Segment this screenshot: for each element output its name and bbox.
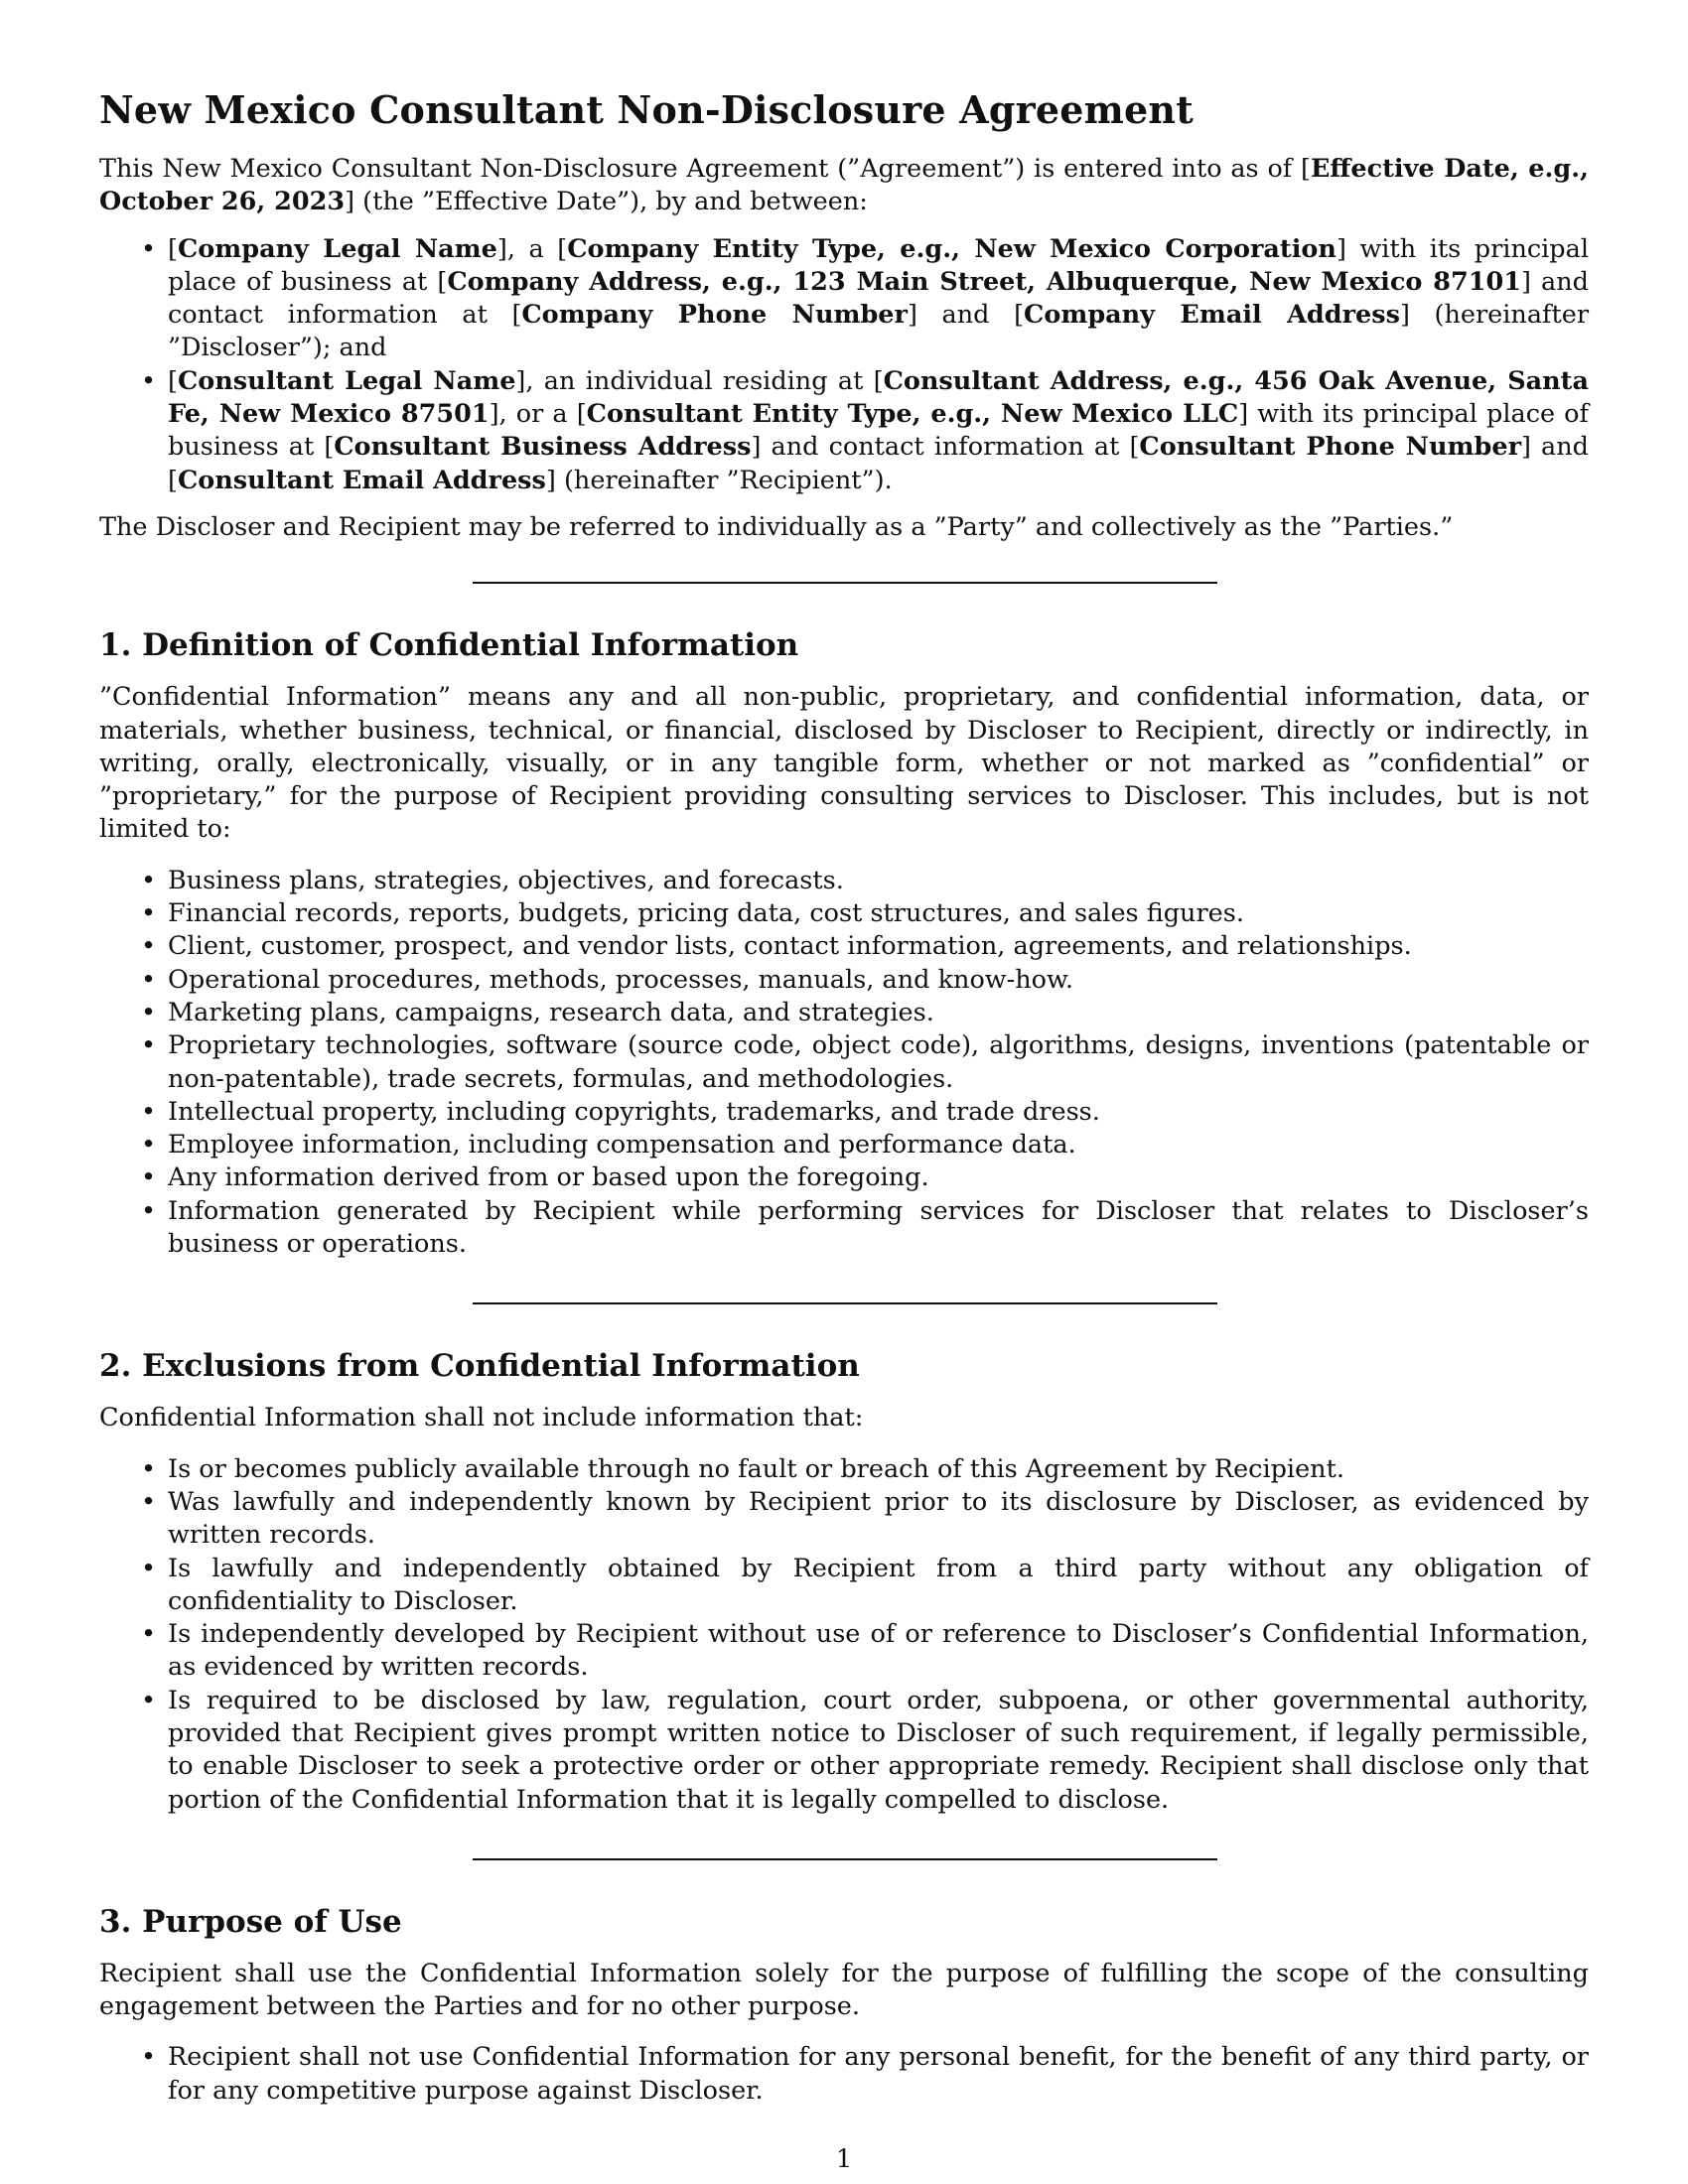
document-title: New Mexico Consultant Non-Disclosure Agreement [99, 87, 1194, 132]
list-item: • Is required to be disclosed by law, regulation, court order, subpoena, or other governmental authority, provided that Recipient gives prompt written notice to Discloser of such requirement, if legally permissible, to enable Discloser to seek a protective order or other appropriate remedy. Recipient shall disclose only that portion of the Confidential Information that it is legally compelled to disclose. [99, 1685, 1589, 1817]
intro-text-1: This New Mexico Consultant Non-Disclosure Agreement (”Agreement”) is entered into as of [ [99, 154, 1311, 184]
list-item: • Financial records, reports, budgets, pricing data, cost structures, and sales figures. [99, 897, 1589, 930]
party1-text: ] and contact information at [ [168, 266, 1589, 331]
page-number: 1 [835, 2144, 853, 2174]
section-list [99, 865, 1589, 1262]
consultant-entity-type-placeholder: Consultant Entity Type, e.g., New Mexico LLC [586, 399, 1239, 430]
party1-text: ] and [ [907, 300, 1025, 331]
party2-text: ], or a [ [489, 399, 587, 430]
consultant-email-placeholder: Consultant Email Address [177, 465, 546, 495]
section-heading: 2. Exclusions from Confidential Information [99, 1348, 860, 1385]
list-item: • Client, customer, prospect, and vendor lists, contact information, agreements, and relationships. [99, 930, 1589, 963]
section-list [99, 1453, 1589, 1817]
parties-definition-paragraph: The Discloser and Recipient may be referred to individually as a ”Party” and collectively as the ”Parties.” [99, 511, 1454, 542]
section-heading: 1. Definition of Confidential Information [99, 627, 799, 664]
list-item: • Is independently developed by Recipient without use of or reference to Discloser’s Confidential Information, as evidenced by written records. [99, 1618, 1589, 1685]
party2-text: [ [168, 365, 178, 396]
party2-text: ] (hereinafter ”Recipient”). [545, 465, 893, 495]
list-item: • Was lawfully and independently known by Recipient prior to its disclosure by Discloser, as evidenced by written records. [99, 1486, 1589, 1553]
party2-text: ] and contact information at [ [751, 432, 1140, 463]
consultant-phone-placeholder: Consultant Phone Number [1139, 432, 1522, 463]
list-item: • Operational procedures, methods, processes, manuals, and know-how. [99, 964, 1589, 997]
party1-text: ], a [ [496, 233, 568, 264]
party-recipient [99, 365, 1589, 497]
section-divider [473, 1302, 1217, 1304]
section-paragraph: Confidential Information shall not include information that: [99, 1403, 864, 1433]
section-paragraph: Recipient shall use the Confidential Information solely for the purpose of fulfilling the scope of the consulting engagement between the Parties and for no other purpose. [99, 1958, 1589, 2022]
intro-text-2: ] (the ”Effective Date”), by and between: [345, 187, 868, 217]
list-item: • Intellectual property, including copyrights, trademarks, and trade dress. [99, 1096, 1589, 1129]
list-item: • Business plans, strategies, objectives, and forecasts. [99, 865, 1589, 897]
list-item: • Is or becomes publicly available through no fault or breach of this Agreement by Recipient. [99, 1453, 1589, 1486]
company-email-placeholder: Company Email Address [1024, 300, 1400, 331]
section-divider [473, 582, 1217, 584]
party2-text: ], an individual residing at [ [515, 365, 884, 396]
consultant-legal-name-placeholder: Consultant Legal Name [177, 365, 516, 396]
party2-text: ] with its principal place of business at [ [168, 399, 1589, 463]
company-entity-type-placeholder: Company Entity Type, e.g., New Mexico Corporation [567, 233, 1336, 264]
company-phone-placeholder: Company Phone Number [521, 300, 908, 331]
intro-paragraph [99, 153, 1589, 219]
effective-date-placeholder: Effective Date, e.g., October 26, 2023 [99, 154, 1589, 217]
party-discloser [99, 233, 1589, 365]
consultant-business-address-placeholder: Consultant Business Address [334, 432, 752, 463]
party1-text: ] with its principal place of business at [ [168, 233, 1589, 297]
list-item: • Recipient shall not use Confidential Information for any personal benefit, for the benefit of any third party, or for any competitive purpose against Discloser. [99, 2041, 1589, 2108]
list-item: • Marketing plans, campaigns, research data, and strategies. [99, 997, 1589, 1029]
party2-text: ] and [ [168, 432, 1590, 495]
document-page [99, 85, 1589, 2108]
section-heading: 3. Purpose of Use [99, 1903, 402, 1940]
list-item: • Proprietary technologies, software (source code, object code), algorithms, designs, inventions (patentable or non-patentable), trade secrets, formulas, and methodologies. [99, 1029, 1589, 1096]
list-item: • Any information derived from or based upon the foregoing. [99, 1161, 1589, 1194]
party1-text: ] (hereinafter ”Discloser”); and [168, 300, 1590, 363]
consultant-address-placeholder: Consultant Address, e.g., 456 Oak Avenue, Santa Fe, New Mexico 87501 [168, 365, 1589, 430]
list-item: • Information generated by Recipient while performing services for Discloser that relates to Discloser’s business or operations. [99, 1195, 1589, 1262]
section-divider [473, 1858, 1217, 1860]
section-list [99, 2041, 1589, 2108]
parties-list [99, 233, 1589, 497]
company-legal-name-placeholder: Company Legal Name [177, 233, 497, 264]
section-paragraph: ”Confidential Information” means any and all non-public, proprietary, and confidential information, data, or materials, whether business, technical, or financial, disclosed by Discloser to Recipient, directly or indirectly, in writing, orally, electronically, visually, or in any tangible form, whether or not marked as ”confidential” or ”proprietary,” for the purpose of Recipient providing consulting services to Discloser. This includes, but is not limited to: [99, 682, 1589, 845]
company-address-placeholder: Company Address, e.g., 123 Main Street, Albuquerque, New Mexico 87101 [447, 266, 1521, 297]
party1-text: [ [168, 233, 178, 264]
list-item: • Employee information, including compensation and performance data. [99, 1129, 1589, 1161]
list-item: • Is lawfully and independently obtained by Recipient from a third party without any obligation of confidentiality to Discloser. [99, 1553, 1589, 1619]
